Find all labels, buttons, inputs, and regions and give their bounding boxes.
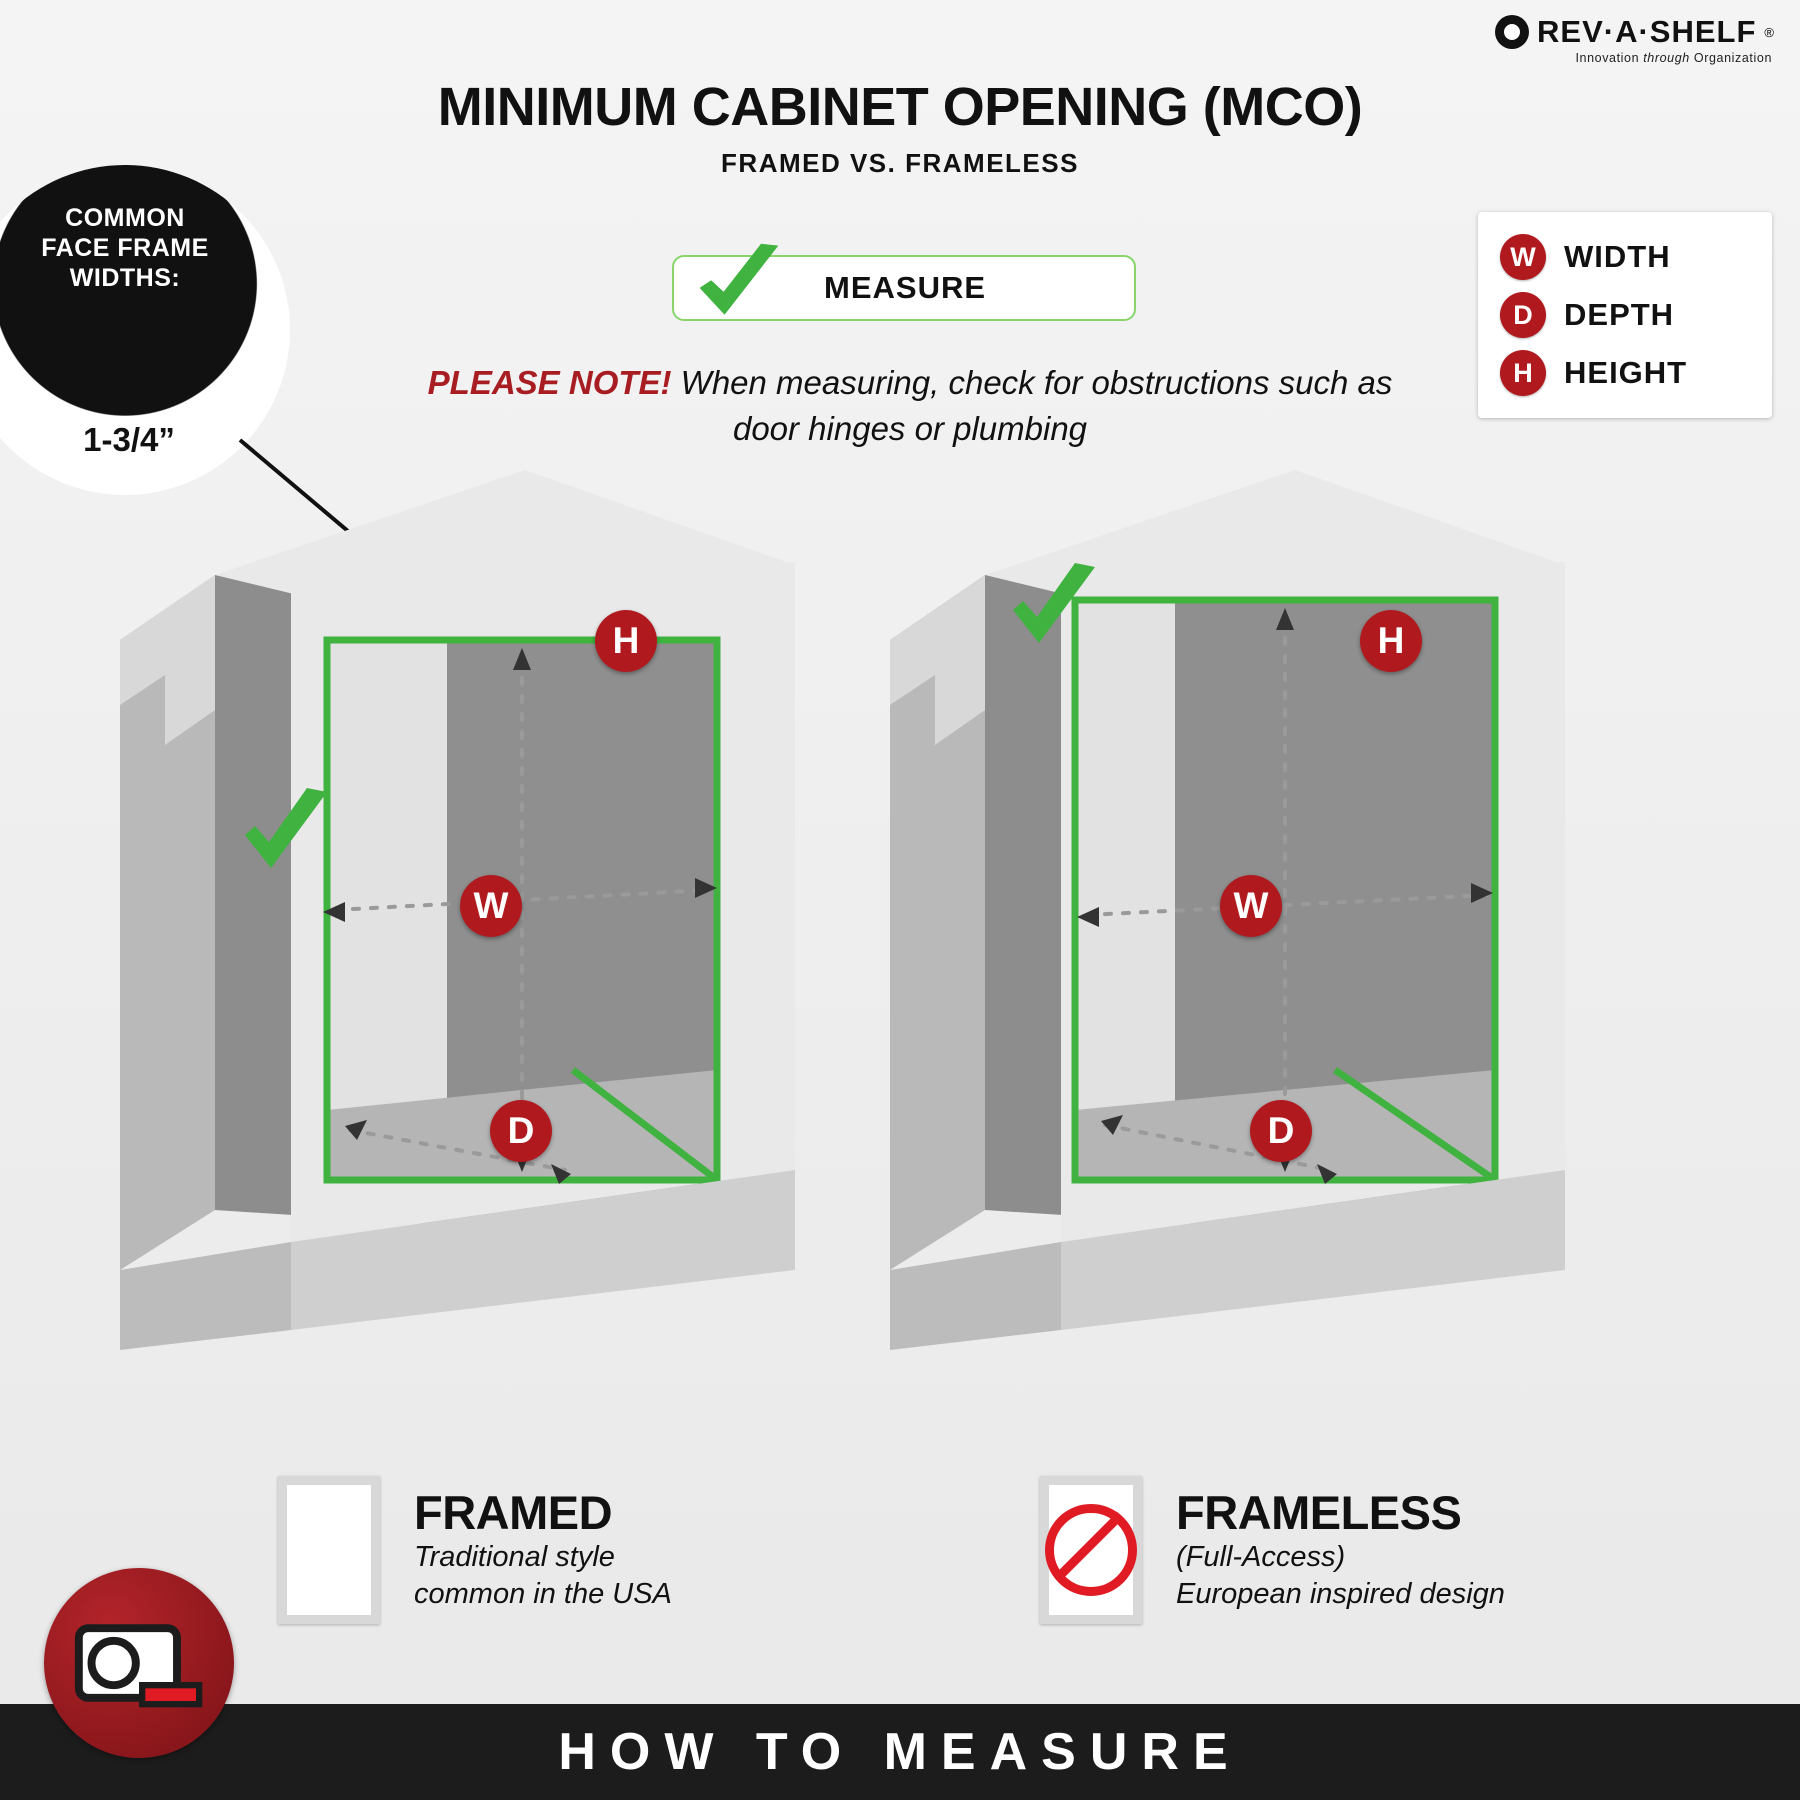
frameless-height-marker: H (1360, 610, 1422, 672)
note-emphasis: PLEASE NOTE! (427, 364, 672, 401)
measuring-note (420, 360, 1400, 452)
no-frame-prohibited-icon (1045, 1504, 1137, 1596)
framed-legend-block (278, 1476, 672, 1624)
face-frame-width-item: 1-1/2” (83, 321, 175, 358)
framed-text-block (414, 1487, 672, 1613)
framed-desc-line1: Traditional style (414, 1541, 615, 1573)
note-text: When measuring, check for obstructions such as door hinges or plumbing (671, 364, 1393, 447)
legend-label-width: WIDTH (1564, 239, 1671, 274)
frameless-desc-line1: (Full-Access) (1176, 1541, 1346, 1573)
frameless-legend-block (1040, 1476, 1505, 1624)
face-frame-heading-line3: WIDTHS: (69, 264, 181, 292)
height-badge-icon: H (1500, 350, 1546, 396)
framed-desc-line2: common in the USA (414, 1578, 672, 1610)
frameless-title: FRAMELESS (1176, 1486, 1462, 1539)
legend-label-height: HEIGHT (1564, 355, 1688, 390)
brand-tagline-post: Organization (1689, 51, 1772, 65)
frameless-cabinet-illustration (865, 470, 1645, 1470)
framed-depth-marker: D (490, 1100, 552, 1162)
page-title: MINIMUM CABINET OPENING (MCO) (437, 77, 1363, 137)
framed-opening-swatch-icon (278, 1476, 380, 1624)
framed-cabinet-illustration (95, 470, 875, 1470)
framed-height-marker: H (595, 610, 657, 672)
face-frame-heading-line1: COMMON (65, 204, 185, 232)
green-check-icon (690, 238, 786, 334)
legend-label-depth: DEPTH (1564, 297, 1675, 332)
legend-panel (1478, 212, 1772, 418)
frameless-desc-line2: European inspired design (1176, 1578, 1505, 1610)
footer-title: HOW TO MEASURE (558, 1723, 1242, 1781)
brand-name: REV·A·SHELF (1537, 14, 1757, 49)
rev-a-shelf-mark-icon (1495, 15, 1529, 49)
depth-badge-icon: D (1500, 292, 1546, 338)
brand-logo-row (1495, 14, 1774, 50)
tape-measure-icon (44, 1568, 234, 1758)
brand-tagline-em: through (1643, 51, 1690, 65)
frameless-swatch-wrap (1040, 1476, 1142, 1624)
face-frame-heading (0, 203, 290, 293)
face-frame-width-item: 1-5/8” (83, 371, 175, 408)
frameless-depth-marker: D (1250, 1100, 1312, 1162)
framed-width-marker: W (460, 875, 522, 937)
width-badge-icon: W (1500, 234, 1546, 280)
brand-logo (1495, 14, 1774, 65)
page-subtitle: FRAMED VS. FRAMELESS (721, 148, 1079, 178)
brand-tagline (1495, 51, 1772, 65)
framed-title: FRAMED (414, 1486, 613, 1539)
brand-tagline-pre: Innovation (1575, 51, 1644, 65)
frameless-text-block (1176, 1487, 1505, 1613)
legend-item-depth (1500, 286, 1772, 344)
frameless-width-marker: W (1220, 875, 1282, 937)
footer-bar (0, 1704, 1800, 1800)
tape-measure-glyph (44, 1568, 234, 1758)
face-frame-width-item: 1-3/4” (83, 421, 175, 458)
measure-label: MEASURE (824, 270, 987, 305)
legend-item-height (1500, 344, 1772, 402)
face-frame-heading-line2: FACE FRAME (41, 234, 209, 262)
legend-item-width (1500, 228, 1772, 286)
brand-registered-mark: ® (1764, 24, 1774, 40)
